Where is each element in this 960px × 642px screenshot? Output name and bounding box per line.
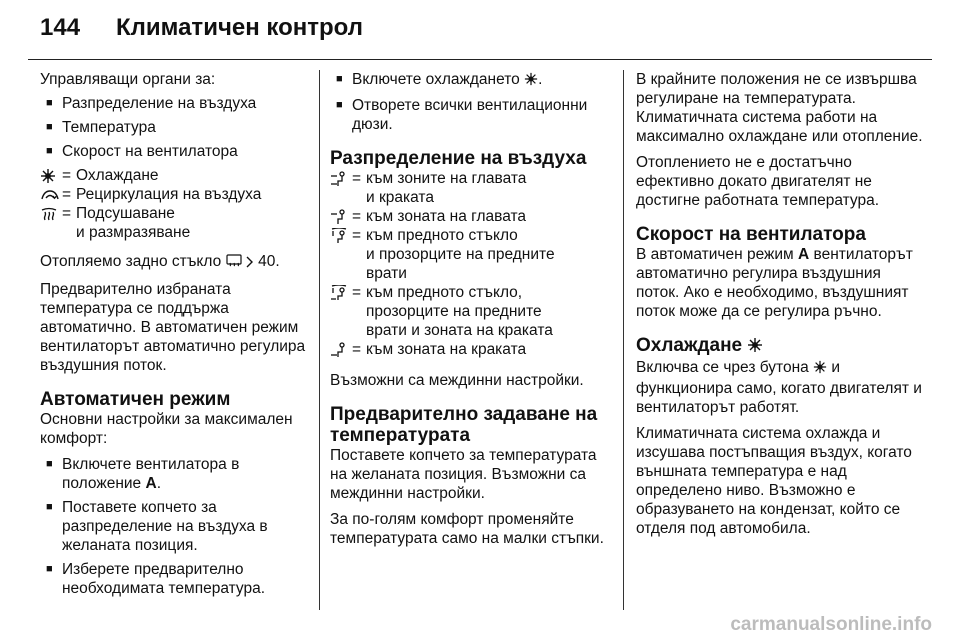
watermark: carmanualsonline.info bbox=[730, 614, 932, 635]
page-number: 144 bbox=[40, 14, 81, 41]
paragraph: Отоплението не е достатъчно ефективно докато двигателят не достигне работната температура. bbox=[636, 154, 880, 209]
header-rule bbox=[28, 59, 932, 60]
cooling-paragraph: Включва се чрез бутона и функционира само, когато двигателят и вентилаторът работят. bbox=[636, 359, 922, 416]
heated-window-ref: Отопляемо задно стъкло 40. bbox=[40, 252, 310, 273]
paragraph: В крайните положения не се извършва регулиране на температурата. Климатичната система работи на максимално охлаждане или отопление. bbox=[636, 71, 923, 145]
heated-rear-window-icon bbox=[226, 254, 242, 273]
heading-cooling: Охлаждане bbox=[636, 335, 926, 358]
snowflake-icon bbox=[747, 337, 763, 358]
heading-air-distribution: Разпределение на въздуха bbox=[330, 148, 587, 169]
definition-row: = към предното стъкло, прозорците на предните врати и зоната на краката bbox=[330, 283, 612, 340]
list-item: ■ Поставете копчето за разпределение на въздуха в желаната позиция. bbox=[40, 498, 310, 555]
column-divider-2 bbox=[623, 70, 624, 610]
snowflake-icon bbox=[524, 72, 538, 91]
list-item: ■ Разпределение на въздуха bbox=[40, 94, 310, 113]
list-item: ■ Температура bbox=[40, 118, 310, 137]
airflow-windscreen-icon bbox=[330, 226, 352, 244]
definition-row: = Рециркулация на въздуха bbox=[40, 185, 310, 204]
definition-text: Рециркулация на въздуха bbox=[76, 186, 262, 203]
controls-intro: Управляващи органи за: bbox=[40, 71, 216, 88]
airflow-head-icon bbox=[330, 207, 352, 225]
airflow-windscreen-feet-icon bbox=[330, 283, 352, 301]
page-reference-icon bbox=[246, 254, 254, 273]
preset-paragraph: Поставете копчето за температурата на желаната позиция. Възможни са междинни настройки. bbox=[330, 447, 597, 502]
preset-paragraph: За по-голям комфорт променяйте температурата само на малки стъпки. bbox=[330, 511, 604, 547]
airflow-feet-icon bbox=[330, 340, 352, 358]
column-2 bbox=[330, 70, 612, 555]
cooling-paragraph: Климатичната система охлажда и изсушава постъпващия въздух, когато външната температура е над определено ниво. Възможно е образуването на кондензат, който се отделя под автомобила. bbox=[636, 425, 912, 537]
page-header bbox=[40, 14, 920, 50]
list-item: ■ Скорост на вентилатора bbox=[40, 142, 310, 161]
column-3 bbox=[636, 70, 926, 545]
list-item: ■ Отворете всички вентилационни дюзи. bbox=[330, 96, 612, 134]
recirculation-icon bbox=[40, 185, 62, 203]
definition-row: = към зоната на краката bbox=[330, 340, 612, 359]
airflow-head-feet-icon bbox=[330, 169, 352, 187]
list-item: ■ Изберете предварително необходимата температура. bbox=[40, 560, 310, 598]
definition-row: = към зоните на главата и краката bbox=[330, 169, 612, 207]
definition-text: Подсушаване bbox=[76, 205, 175, 222]
heading-fan-speed: Скорост на вентилатора bbox=[636, 224, 866, 245]
defrost-icon bbox=[40, 204, 62, 222]
definition-row: = към зоната на главата bbox=[330, 207, 612, 226]
heading-temperature-preset: Предварително задаване на температурата bbox=[330, 404, 598, 446]
definition-text: Охлаждане bbox=[76, 167, 159, 184]
snowflake-icon bbox=[813, 360, 827, 379]
list-item: ■ Включете охлаждането . bbox=[330, 70, 612, 91]
list-item: ■ Включете вентилатора в положение A. bbox=[40, 455, 310, 493]
auto-paragraph: Предварително избраната температура се поддържа автоматично. В автоматичен режим вентилаторът автоматично регулира въздушния поток. bbox=[40, 281, 306, 374]
heading-auto-mode: Автоматичен режим bbox=[40, 389, 231, 410]
definition-row: = към предното стъкло и прозорците на предните врати bbox=[330, 226, 612, 283]
definition-row: = Подсушаване и размразяване bbox=[40, 204, 310, 242]
column-1 bbox=[40, 70, 310, 603]
intermediate-note: Възможни са междинни настройки. bbox=[330, 372, 584, 389]
fan-paragraph: В автоматичен режим A вентилаторът автоматично регулира въздушния поток. Ако е необходимо, въздушният поток може да се регулира ръчно. bbox=[636, 246, 913, 320]
page-title: Климатичен контрол bbox=[116, 14, 363, 41]
definition-row: = Охлаждане bbox=[40, 166, 310, 185]
snowflake-icon bbox=[40, 166, 62, 184]
definition-text: и размразяване bbox=[76, 224, 191, 241]
column-divider-1 bbox=[319, 70, 320, 610]
auto-intro: Основни настройки за максимален комфорт: bbox=[40, 411, 293, 447]
